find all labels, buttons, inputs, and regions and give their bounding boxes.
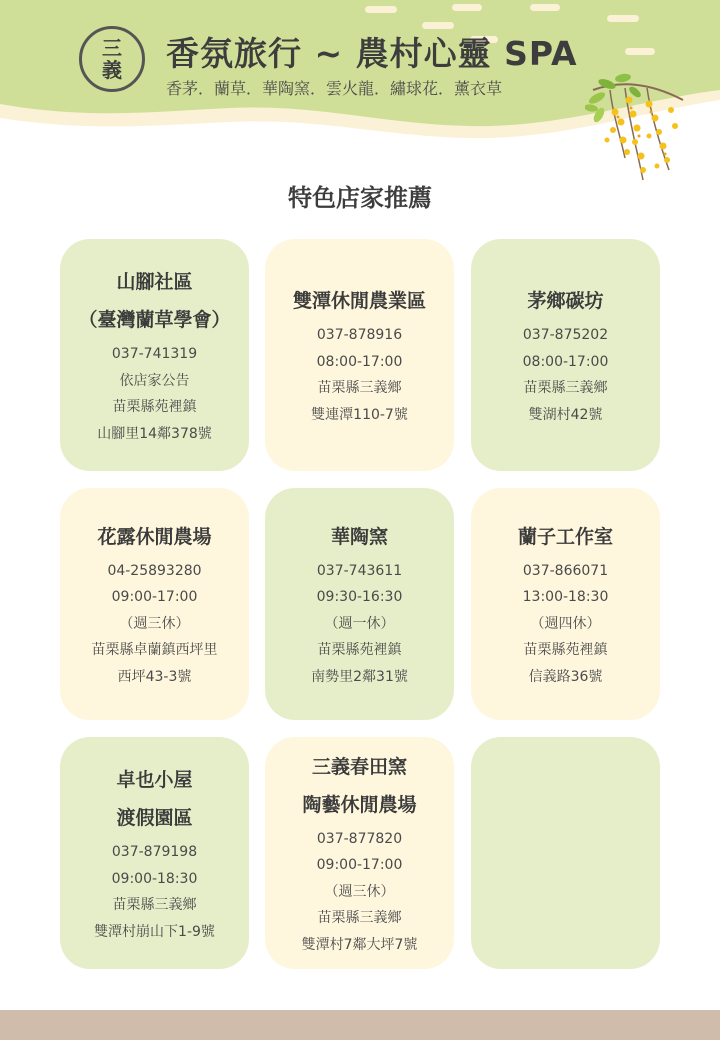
- shop-card: [60, 737, 249, 969]
- shop-address: 苗栗縣三義鄉: [317, 910, 402, 927]
- shop-address: 信義路36號: [528, 668, 603, 685]
- shop-phone: 04-25893280: [107, 562, 202, 579]
- shop-address: 苗栗縣三義鄉: [112, 897, 197, 913]
- shop-closed-day: （週一休）: [324, 615, 395, 632]
- shop-phone: 037-741319: [111, 346, 198, 362]
- shop-card: [265, 737, 454, 969]
- shop-hours: 13:00-18:30: [522, 589, 609, 606]
- shop-address: 雙潭村崩山下1-9號: [94, 923, 215, 940]
- shop-phone: 037-866071: [522, 562, 609, 579]
- shop-hours: 09:00-17:00: [111, 589, 198, 606]
- shop-hours: 09:00-18:30: [111, 870, 198, 887]
- shop-closed-day: （週三休）: [324, 883, 395, 900]
- sanyi-badge: [79, 26, 145, 92]
- empty-card: [471, 737, 660, 969]
- flower-branch-illustration: [585, 70, 695, 190]
- shop-name: 茅鄉碳坊: [527, 290, 604, 312]
- shop-phone: 037-743611: [316, 562, 403, 579]
- shop-card: [60, 239, 249, 471]
- shop-name: （臺灣蘭草學會）: [78, 309, 231, 331]
- shop-address: 雙連潭110-7號: [311, 406, 408, 423]
- shop-phone: 037-878916: [316, 327, 403, 343]
- shop-hours: 09:30-16:30: [316, 589, 403, 606]
- shop-phone: 037-875202: [522, 327, 609, 343]
- shop-address: 苗栗縣苑裡鎮: [112, 399, 197, 415]
- shop-card: [471, 239, 660, 471]
- shop-name: 雙潭休閒農業區: [292, 290, 426, 312]
- shop-address: 南勢里2鄰31號: [311, 668, 408, 685]
- shop-hours: 08:00-17:00: [522, 353, 609, 370]
- shop-name: 陶藝休閒農場: [302, 793, 417, 816]
- shop-card: [265, 488, 454, 720]
- shop-name: 渡假園區: [116, 807, 193, 829]
- shop-name: 華陶窯: [330, 525, 388, 548]
- shop-address: 雙湖村42號: [528, 406, 603, 423]
- shop-closed-day: （週四休）: [530, 615, 601, 632]
- shop-card: [265, 239, 454, 471]
- shop-hours: 09:00-17:00: [316, 857, 403, 874]
- shop-name: 花露休閒農場: [97, 525, 212, 548]
- shop-address: 苗栗縣三義鄉: [523, 380, 608, 396]
- page-title: 香氛旅行 ~ 農村心靈 SPA: [166, 34, 578, 73]
- shop-phone: 037-877820: [316, 830, 403, 847]
- shop-hours: 08:00-17:00: [316, 353, 403, 370]
- shop-name: 三義春田窯: [311, 755, 407, 778]
- shop-address: 西坪43-3號: [117, 668, 192, 685]
- shop-address: 苗栗縣三義鄉: [317, 380, 402, 396]
- shop-name: 卓也小屋: [116, 769, 193, 791]
- section-heading: 特色店家推薦: [288, 184, 432, 212]
- shop-name: 蘭子工作室: [517, 525, 613, 548]
- shop-card: [471, 488, 660, 720]
- shop-phone: 037-879198: [111, 844, 198, 860]
- badge-top-char: 三: [102, 36, 122, 60]
- footer-bar: [0, 1010, 720, 1040]
- shop-name: 山腳社區: [116, 271, 193, 293]
- shop-hours: 依店家公告: [119, 372, 190, 389]
- shop-card: [60, 488, 249, 720]
- shop-address: 苗栗縣卓蘭鎮西坪里: [91, 642, 218, 659]
- shop-address: 山腳里14鄰378號: [97, 425, 212, 442]
- page-subtitle: 香茅．蘭草．華陶窯．雲火龍．繡球花．薰衣草: [166, 79, 503, 98]
- shop-closed-day: （週三休）: [119, 615, 190, 632]
- badge-bottom-char: 義: [102, 58, 122, 82]
- shop-address: 苗栗縣苑裡鎮: [523, 642, 608, 659]
- shop-address: 雙潭村7鄰大坪7號: [301, 936, 418, 953]
- shop-address: 苗栗縣苑裡鎮: [317, 642, 402, 659]
